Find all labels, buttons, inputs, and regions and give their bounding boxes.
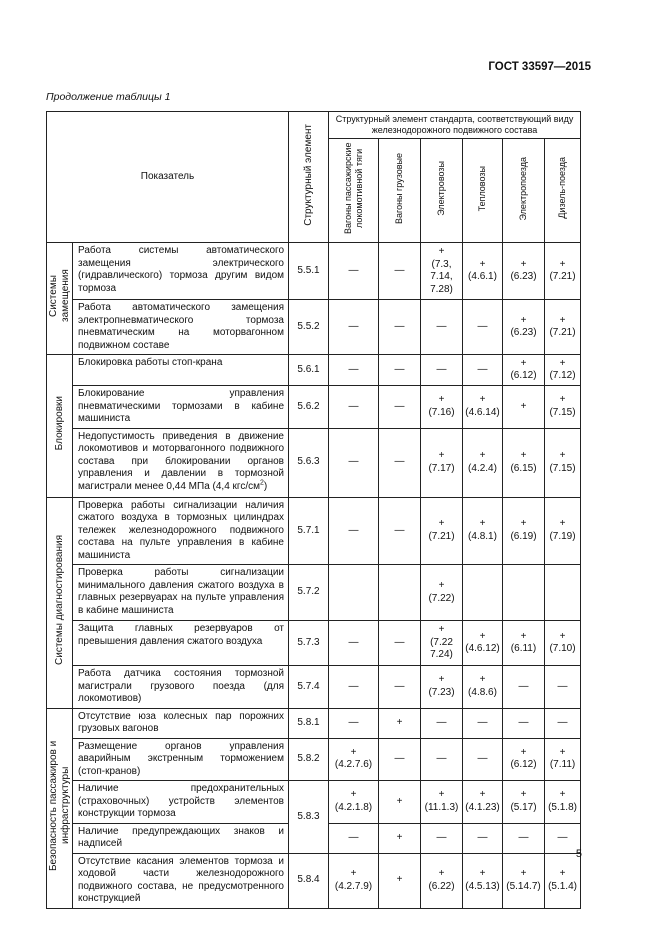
value-cell: + (7.19) xyxy=(545,497,581,565)
row-description: Наличие предупреждающих знаков и надписей xyxy=(73,823,289,853)
value-cell: + (5.14.7) xyxy=(503,853,545,908)
table-row xyxy=(47,621,581,666)
header-rolling-stock-group: Структурный элемент стандарта, соответствующий виду железнодорожного подвижного состава xyxy=(329,112,581,139)
indicators-table xyxy=(46,111,581,909)
value-cell: — xyxy=(379,666,421,709)
value-cell: — xyxy=(545,666,581,709)
header-passenger-cars: Вагоны пассажирские локомотивной тяги xyxy=(329,139,379,243)
value-cell xyxy=(379,565,421,621)
value-cell: + (4.2.7.9) xyxy=(329,853,379,908)
table-row xyxy=(47,666,581,709)
value-cell: + (4.5.13) xyxy=(463,853,503,908)
value-cell: — xyxy=(503,666,545,709)
row-element: 5.6.3 xyxy=(289,428,329,497)
row-description: Защита главных резервуаров от превышения давления сжатого воздуха xyxy=(73,621,289,666)
table-row xyxy=(47,853,581,908)
table-row xyxy=(47,243,581,300)
value-cell: + xyxy=(379,708,421,738)
header-indicator: Показатель xyxy=(47,112,289,243)
row-description: Блокировка работы стоп-крана xyxy=(73,355,289,386)
table-row xyxy=(47,386,581,429)
value-cell: + (7.11) xyxy=(545,738,581,781)
value-cell: — xyxy=(329,497,379,565)
value-cell: — xyxy=(329,300,379,355)
value-cell: + (6.23) xyxy=(503,300,545,355)
value-cell: + (4.6.1) xyxy=(463,243,503,300)
value-cell: — xyxy=(379,355,421,386)
group-passenger-safety: Безопасность пассажиров и инфраструктуры xyxy=(47,708,73,908)
value-cell: — xyxy=(503,823,545,853)
value-cell: — xyxy=(329,666,379,709)
value-cell: — xyxy=(421,738,463,781)
value-cell: — xyxy=(329,243,379,300)
header-structural-element: Структурный элемент xyxy=(289,112,329,243)
table-row xyxy=(47,565,581,621)
row-element: 5.5.2 xyxy=(289,300,329,355)
value-cell: + (6.15) xyxy=(503,428,545,497)
value-cell: — xyxy=(463,738,503,781)
value-cell: — xyxy=(421,708,463,738)
value-cell: + (7.23) xyxy=(421,666,463,709)
value-cell: + (6.19) xyxy=(503,497,545,565)
row-element: 5.8.3 xyxy=(289,781,329,854)
value-cell: — xyxy=(329,621,379,666)
value-cell: + (6.23) xyxy=(503,243,545,300)
header-diesel-locomotives: Тепловозы xyxy=(463,139,503,243)
value-cell: + xyxy=(379,781,421,824)
value-cell: + xyxy=(379,853,421,908)
row-element: 5.8.2 xyxy=(289,738,329,781)
row-description: Отсутствие юза колесных пар порожних грузовых вагонов xyxy=(73,708,289,738)
value-cell: — xyxy=(463,355,503,386)
page-number: 5 xyxy=(575,848,582,860)
value-cell: + (7.3, 7.14, 7.28) xyxy=(421,243,463,300)
value-cell: + (4.8.6) xyxy=(463,666,503,709)
row-element: 5.6.1 xyxy=(289,355,329,386)
table-row xyxy=(47,708,581,738)
value-cell: + (7.21) xyxy=(545,243,581,300)
row-description: Блокирование управления пневматическими тормозами в кабине машиниста xyxy=(73,386,289,429)
value-cell: — xyxy=(421,300,463,355)
value-cell: + (7.21) xyxy=(545,300,581,355)
value-cell: — xyxy=(421,355,463,386)
row-description: Недопустимость приведения в движение локомотивов и моторвагонного подвижного состава при блокировании органов управления и давлении в тормозной магистрали менее 0,44 МПа (4,4 кгс/$см^2$) xyxy=(73,428,289,497)
group-substitution-systems: Системы замещения xyxy=(47,243,73,355)
standard-designation: ГОСТ 33597—2015 xyxy=(488,61,591,73)
value-cell: + (4.6.14) xyxy=(463,386,503,429)
value-cell xyxy=(503,565,545,621)
row-element: 5.7.1 xyxy=(289,497,329,565)
value-cell: + (4.1.23) xyxy=(463,781,503,824)
value-cell: + (7.17) xyxy=(421,428,463,497)
value-cell: + (7.10) xyxy=(545,621,581,666)
row-description: Проверка работы сигнализации наличия сжатого воздуха в тормозных цилиндрах тележек железнодорожного подвижного состава на пульте управления в кабине машиниста xyxy=(73,497,289,565)
value-cell: + (5.17) xyxy=(503,781,545,824)
value-cell: + (6.22) xyxy=(421,853,463,908)
value-cell: + (4.2.7.6) xyxy=(329,738,379,781)
group-interlocks: Блокировки xyxy=(47,355,73,498)
value-cell xyxy=(463,565,503,621)
table-row xyxy=(47,355,581,386)
row-element: 5.8.4 xyxy=(289,853,329,908)
value-cell: + (7.16) xyxy=(421,386,463,429)
value-cell: — xyxy=(545,708,581,738)
value-cell: + (4.6.12) xyxy=(463,621,503,666)
row-element: 5.7.4 xyxy=(289,666,329,709)
value-cell: — xyxy=(329,708,379,738)
table-row xyxy=(47,738,581,781)
value-cell: — xyxy=(463,300,503,355)
value-cell: — xyxy=(545,823,581,853)
value-cell: + (7.22) xyxy=(421,565,463,621)
row-description: Работа датчика состояния тормозной магистрали грузового поезда (для локомотивов) xyxy=(73,666,289,709)
value-cell: + xyxy=(503,386,545,429)
value-cell: + xyxy=(379,823,421,853)
value-cell: + (6.12) xyxy=(503,355,545,386)
header-electric-locomotives: Электровозы xyxy=(421,139,463,243)
value-cell: + (6.12) xyxy=(503,738,545,781)
header-diesel-trains: Дизель-поезда xyxy=(545,139,581,243)
row-element: 5.7.3 xyxy=(289,621,329,666)
row-description: Работа системы автоматического замещения электрического (гидравлического) тормоза другим видом тормоза xyxy=(73,243,289,300)
value-cell: — xyxy=(379,738,421,781)
value-cell: + (4.2.1.8) xyxy=(329,781,379,824)
row-element: 5.7.2 xyxy=(289,565,329,621)
row-description: Работа автоматического замещения электропневматического тормоза пневматическим на моторвагонном подвижном составе xyxy=(73,300,289,355)
value-cell: + (4.2.4) xyxy=(463,428,503,497)
table-caption: Продолжение таблицы 1 xyxy=(46,91,171,103)
row-element: 5.8.1 xyxy=(289,708,329,738)
value-cell: — xyxy=(463,823,503,853)
value-cell: — xyxy=(329,428,379,497)
value-cell: — xyxy=(379,497,421,565)
value-cell: + (11.1.3) xyxy=(421,781,463,824)
value-cell: — xyxy=(463,708,503,738)
value-cell: — xyxy=(379,621,421,666)
value-cell: + (6.11) xyxy=(503,621,545,666)
row-description: Размещение органов управления аварийным экстренным торможением (стоп-кранов) xyxy=(73,738,289,781)
value-cell: + (4.8.1) xyxy=(463,497,503,565)
table-row xyxy=(47,497,581,565)
value-cell: — xyxy=(503,708,545,738)
header-freight-cars: Вагоны грузовые xyxy=(379,139,421,243)
row-element: 5.6.2 xyxy=(289,386,329,429)
value-cell: + (7.15) xyxy=(545,386,581,429)
header-electric-trains: Электропоезда xyxy=(503,139,545,243)
value-cell: + (5.1.4) xyxy=(545,853,581,908)
row-element: 5.5.1 xyxy=(289,243,329,300)
value-cell: + (7.12) xyxy=(545,355,581,386)
value-cell: — xyxy=(379,386,421,429)
row-description: Проверка работы сигнализации минимального давления сжатого воздуха в главных резервуарах на пульте управления в кабине машиниста xyxy=(73,565,289,621)
value-cell: — xyxy=(329,355,379,386)
value-cell: + (7.22 7.24) xyxy=(421,621,463,666)
value-cell: + (5.1.8) xyxy=(545,781,581,824)
value-cell xyxy=(329,565,379,621)
value-cell: — xyxy=(379,243,421,300)
row-description: Отсутствие касания элементов тормоза и ходовой части железнодорожного подвижного состава, не предусмотренного конструкцией xyxy=(73,853,289,908)
value-cell: + (7.21) xyxy=(421,497,463,565)
group-diagnostic-systems: Системы диагностирования xyxy=(47,497,73,708)
table-row xyxy=(47,781,581,824)
value-cell: — xyxy=(379,428,421,497)
row-description: Наличие предохранительных (страховочных) устройств элементов конструкции тормоза xyxy=(73,781,289,824)
value-cell xyxy=(545,565,581,621)
table-row xyxy=(47,300,581,355)
table-row xyxy=(47,428,581,497)
value-cell: — xyxy=(421,823,463,853)
value-cell: — xyxy=(379,300,421,355)
value-cell: + (7.15) xyxy=(545,428,581,497)
value-cell: — xyxy=(329,386,379,429)
value-cell: — xyxy=(329,823,379,853)
